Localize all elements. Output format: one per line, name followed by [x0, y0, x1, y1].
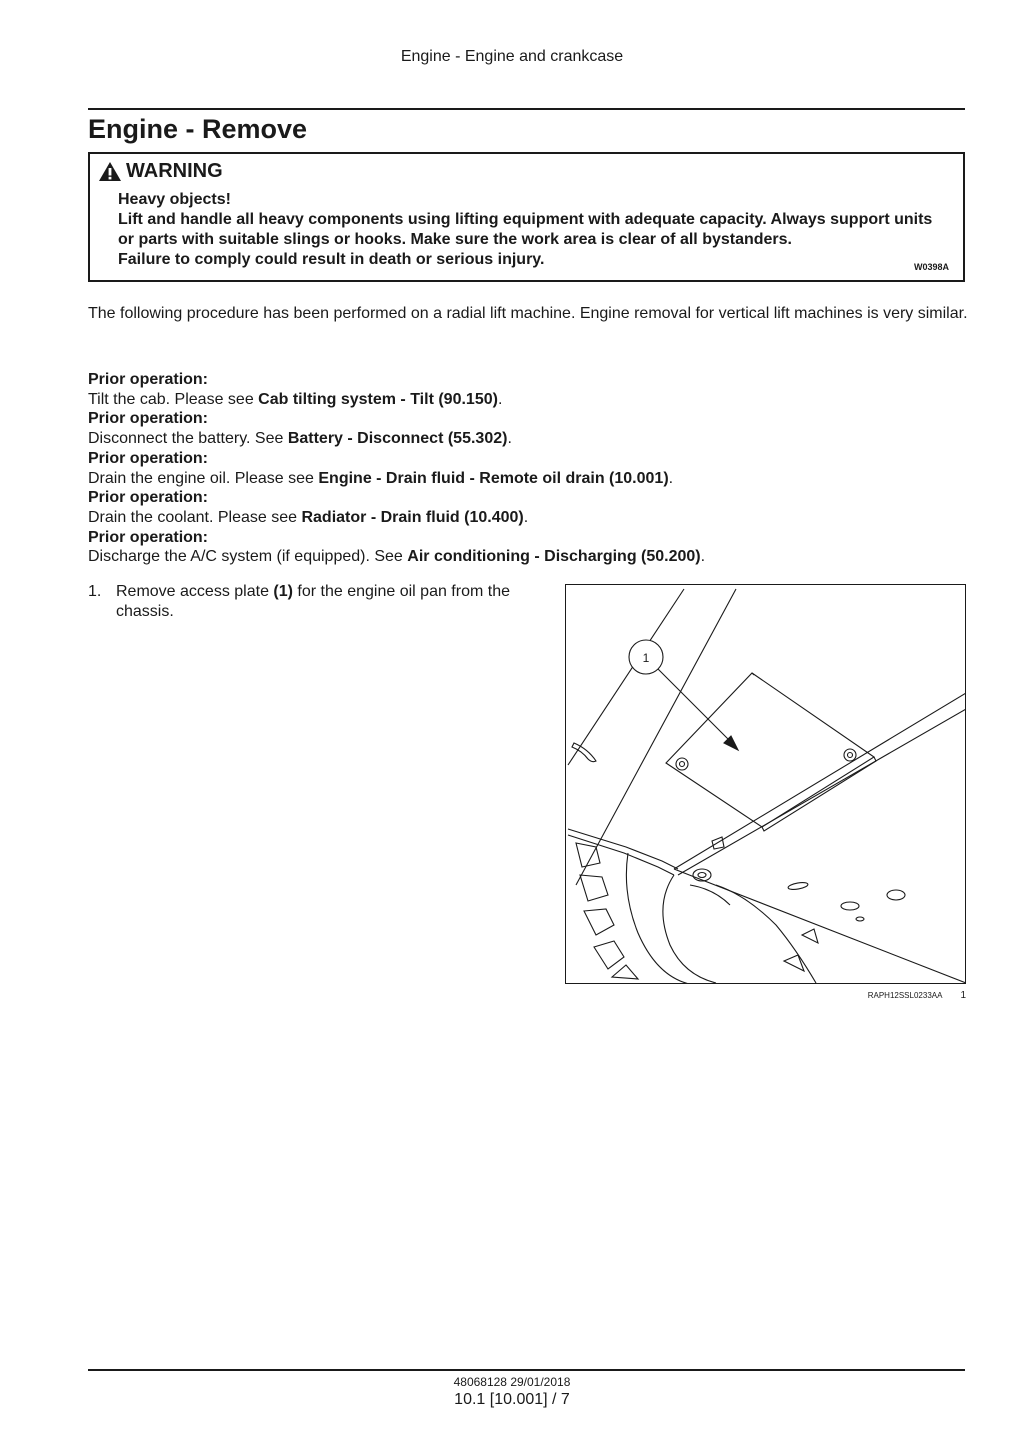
figure-callout-label: 1 — [642, 651, 650, 665]
title-divider — [88, 108, 965, 110]
page-title: Engine - Remove — [88, 114, 308, 144]
warning-triangle-icon — [98, 161, 122, 182]
step-text: Remove access plate (1) for the engine oil pan from the chassis. — [116, 583, 510, 620]
warning-line-2: Lift and handle all heavy components using lifting equipment with adequate capacity. Always support units or parts with suitable slings or hooks. Make sure the work area is clear of all bystanders. — [118, 211, 933, 248]
prior-op-link[interactable]: Battery - Disconnect (55.302) — [287, 430, 508, 448]
prior-op-item: Drain the engine oil. Please see Engine - Drain fluid - Remote oil drain (10.001). — [88, 469, 674, 487]
warning-box — [88, 152, 965, 282]
figure-caption — [820, 990, 966, 1001]
figure-access-plate — [565, 584, 966, 984]
running-header: Engine - Engine and crankcase — [400, 48, 624, 65]
figure-number: 1 — [960, 990, 966, 1001]
warning-heading — [98, 160, 223, 183]
warning-body — [118, 190, 948, 270]
access-plate-illustration — [566, 585, 966, 984]
prior-label: Prior operation: — [88, 489, 209, 507]
prior-op-link[interactable]: Radiator - Drain fluid (10.400) — [301, 508, 524, 526]
step-callout: (1) — [273, 583, 293, 600]
intro-paragraph: The following procedure has been performed on a radial lift machine. Engine removal for vertical lift machines is very similar. — [88, 305, 968, 322]
step-1 — [88, 582, 538, 622]
prior-op-link[interactable]: Cab tilting system - Tilt (90.150) — [258, 390, 498, 408]
prior-label: Prior operation: — [88, 371, 209, 388]
warning-line-1: Heavy objects! — [118, 191, 231, 208]
page-number: 10.1 [10.001] / 7 — [454, 1391, 570, 1408]
prior-label: Prior operation: — [88, 449, 209, 467]
warning-heading-text: WARNING — [126, 160, 223, 182]
prior-op-item: Tilt the cab. Please see Cab tilting system - Tilt (90.150). — [88, 390, 503, 408]
footer-divider — [88, 1369, 965, 1371]
prior-op-item: Disconnect the battery. See Battery - Disconnect (55.302). — [88, 430, 512, 448]
prior-label: Prior operation: — [88, 410, 209, 428]
prior-label: Prior operation: — [88, 528, 209, 546]
prior-operations — [88, 370, 968, 567]
prior-op-link[interactable]: Engine - Drain fluid - Remote oil drain (10.001) — [318, 469, 669, 487]
figure-image-code: RAPH12SSL0233AA — [867, 991, 943, 1000]
warning-line-3: Failure to comply could result in death or serious injury. — [118, 251, 545, 268]
prior-op-item: Discharge the A/C system (if equipped). See Air conditioning - Discharging (50.200). — [88, 548, 706, 566]
prior-op-link[interactable]: Air conditioning - Discharging (50.200) — [407, 548, 701, 566]
warning-code: W0398A — [913, 262, 949, 272]
step-number: 1. — [88, 583, 102, 600]
prior-op-item: Drain the coolant. Please see Radiator - Drain fluid (10.400). — [88, 508, 529, 526]
document-id: 48068128 29/01/2018 — [453, 1375, 571, 1389]
